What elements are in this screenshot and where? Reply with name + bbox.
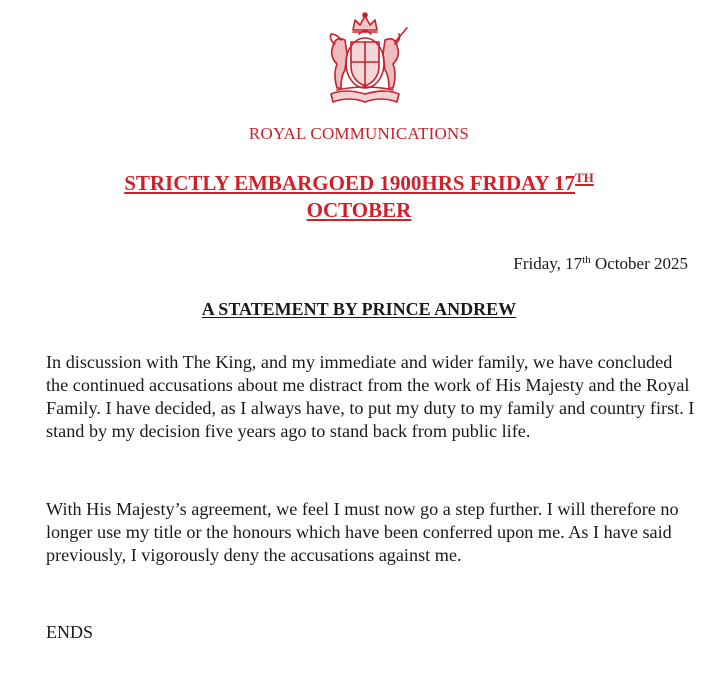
statement-closing: ENDS [46, 622, 94, 642]
dateline-suffix: October 2025 [590, 254, 688, 273]
dateline-ordinal: th [582, 254, 591, 266]
embargo-date-suffix: TH [575, 170, 594, 185]
royal-coat-of-arms-icon [315, 10, 415, 110]
organization-name: ROYAL COMMUNICATIONS [248, 124, 470, 143]
dateline-prefix: Friday, 17 [513, 254, 583, 273]
statement-title: A STATEMENT BY PRINCE ANDREW [201, 299, 517, 319]
embargo-line-1: STRICTLY EMBARGOED 1900HRS FRIDAY 17 [124, 171, 575, 195]
statement-paragraph-2: With His Majesty’s agreement, we feel I must now go a step further. I will therefore no longer use my title or the honours which have been conferred upon me. As I have said previously, I vigorously deny the accusations against me. [46, 499, 679, 565]
statement-paragraph-1: In discussion with The King, and my immediate and wider family, we have concluded the continued accusations about me distract from the work of His Majesty and the Royal Family. I have decided, as I always have, to put my duty to my family and country first. I stand by my decision five years ago to stand back from public life. [46, 352, 695, 441]
dateline [513, 254, 688, 274]
embargo-line-2: OCTOBER [306, 198, 412, 222]
embargo-notice [60, 170, 658, 224]
